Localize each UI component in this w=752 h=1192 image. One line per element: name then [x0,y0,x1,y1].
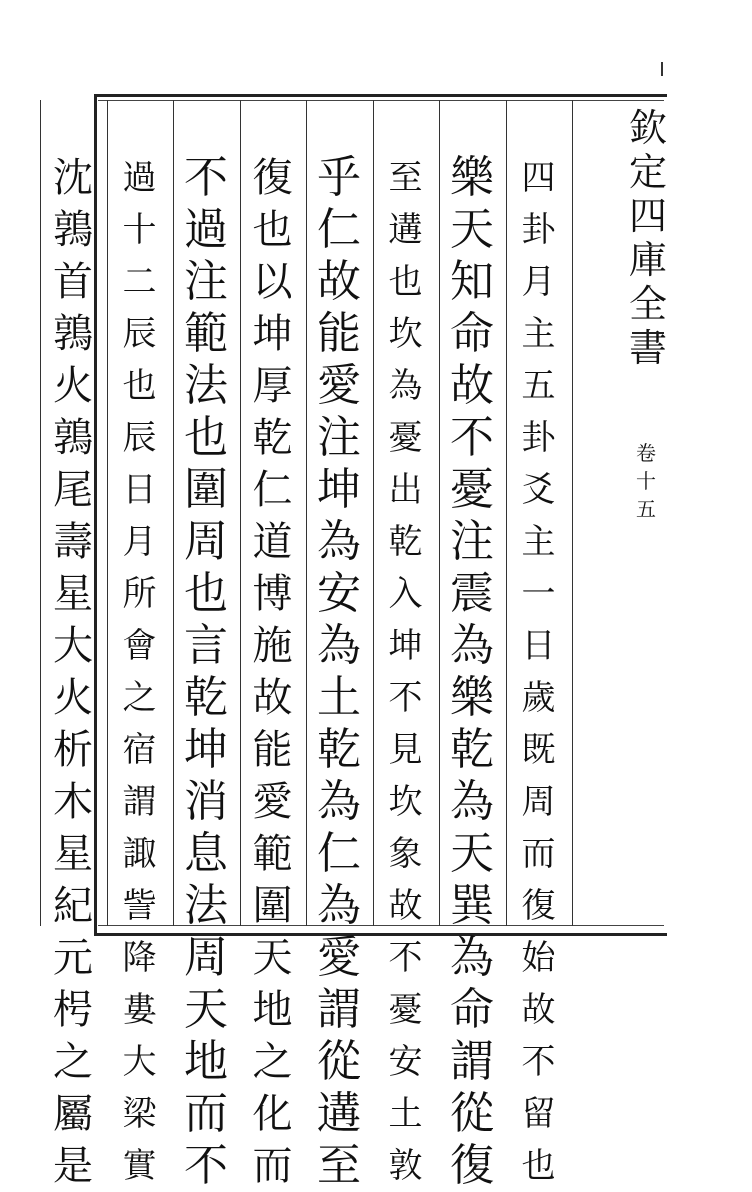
column-char: 坎 [388,782,423,822]
column-char: 從 [450,1088,494,1139]
column-char: 象 [388,834,423,874]
column-char: 為 [317,516,361,567]
column-char: 不 [388,678,423,718]
text-column [112,152,168,1186]
column-char: 仁 [252,467,293,513]
column-char: 命 [450,984,494,1035]
column-char: 復 [252,155,293,201]
column-char: 能 [252,727,293,773]
column-char: 坎 [388,314,423,354]
column-char: 而 [252,1143,293,1189]
column-char: 憂 [388,990,423,1030]
column-char: 不 [388,938,423,978]
column-char: 坤 [252,311,293,357]
column-char: 過 [184,204,228,255]
column-char: 沈 [53,155,93,201]
column-char: 憂 [388,418,423,458]
column-char: 為 [450,620,494,671]
column-char: 從 [317,1036,361,1087]
column-char: 化 [252,1091,293,1137]
column-char: 息 [184,828,228,879]
column-char: 主 [521,314,556,354]
column-char: 為 [317,776,361,827]
column-char: 天 [450,828,494,879]
column-divider [240,100,241,926]
column-char: 能 [317,308,361,359]
text-column [311,152,367,1191]
margin-volume-char: 卷 [636,441,656,465]
column-char: 木 [53,779,93,825]
column-char: 天 [450,204,494,255]
column-char: 而 [184,1088,228,1139]
column-divider [173,100,174,926]
column-char: 土 [317,672,361,723]
column-char: 故 [521,990,556,1030]
margin-title-char: 定 [628,150,667,194]
text-column [178,152,234,1191]
margin-title-char: 庫 [628,238,667,282]
column-char: 星 [53,571,93,617]
column-char: 二 [122,262,157,302]
column-char: 之 [53,1039,93,1085]
margin-volume-label [630,440,662,530]
text-column [444,152,500,1191]
column-char: 乾 [450,724,494,775]
column-char: 過 [122,158,157,198]
column-char: 也 [388,262,423,302]
column-char: 也 [252,207,293,253]
column-char: 辰 [122,314,157,354]
column-char: 始 [521,938,556,978]
column-char: 為 [450,776,494,827]
column-char: 入 [388,574,423,614]
column-char: 乾 [184,672,228,723]
column-divider [306,100,307,926]
column-char: 故 [388,886,423,926]
column-char: 火 [53,363,93,409]
column-char: 星 [53,831,93,877]
frame-top-rule [98,100,664,101]
column-char: 施 [252,623,293,669]
column-char: 降 [122,938,157,978]
column-char: 也 [184,568,228,619]
column-char: 知 [450,256,494,307]
column-char: 爻 [521,470,556,510]
column-char: 故 [317,256,361,307]
column-char: 鶉 [53,415,93,461]
column-char: 周 [184,932,228,983]
column-char: 消 [184,776,228,827]
column-char: 故 [252,675,293,721]
column-char: 地 [252,987,293,1033]
column-char: 謂 [317,984,361,1035]
column-char: 樂 [450,152,494,203]
column-char: 至 [388,158,423,198]
column-char: 之 [252,1039,293,1085]
column-char: 坤 [317,464,361,515]
page-edge-mark [661,62,663,76]
column-char: 愛 [317,360,361,411]
column-divider [439,100,440,926]
column-char: 復 [521,886,556,926]
column-char: 不 [184,152,228,203]
column-char: 日 [521,626,556,666]
column-char: 為 [317,880,361,931]
column-char: 日 [122,470,157,510]
margin-volume-char: 十 [636,469,656,493]
column-char: 故 [450,360,494,411]
margin-title-char: 欽 [628,106,667,150]
column-char: 乾 [252,415,293,461]
column-char: 十 [122,210,157,250]
column-char: 而 [521,834,556,874]
column-char: 不 [450,412,494,463]
column-char: 周 [184,516,228,567]
column-char: 見 [388,730,423,770]
column-char: 震 [450,568,494,619]
column-char: 大 [122,1042,157,1082]
column-char: 乾 [388,522,423,562]
column-char: 出 [388,470,423,510]
column-char: 天 [252,935,293,981]
column-char: 敦 [388,1146,423,1186]
column-char: 宿 [122,730,157,770]
column-char: 圍 [252,883,293,929]
column-char: 梁 [122,1094,157,1134]
column-char: 枵 [53,987,93,1033]
margin-book-title [628,106,668,370]
column-char: 仁 [317,204,361,255]
column-char: 為 [450,932,494,983]
column-char: 道 [252,519,293,565]
column-char: 諏 [122,834,157,874]
column-char: 月 [122,522,157,562]
column-char: 謂 [450,1036,494,1087]
column-char: 命 [450,308,494,359]
column-char: 壽 [53,519,93,565]
column-char: 析 [53,727,93,773]
column-char: 婁 [122,990,157,1030]
column-char: 辰 [122,418,157,458]
column-divider [506,100,507,926]
column-char: 大 [53,623,93,669]
column-char: 月 [521,262,556,302]
column-char: 乎 [317,152,361,203]
column-char: 留 [521,1094,556,1134]
column-char: 仁 [317,828,361,879]
column-char: 主 [521,522,556,562]
column-char: 法 [184,880,228,931]
column-char: 火 [53,675,93,721]
column-char: 乾 [317,724,361,775]
column-char: 五 [521,366,556,406]
column-char: 安 [317,568,361,619]
column-char: 天 [184,984,228,1035]
column-char: 以 [252,259,293,305]
column-char: 首 [53,259,93,305]
column-char: 訾 [122,886,157,926]
text-column [45,152,101,1189]
column-char: 元 [53,935,93,981]
column-char: 一 [521,574,556,614]
column-char: 樂 [450,672,494,723]
column-char: 會 [122,626,157,666]
column-char: 也 [122,366,157,406]
column-char: 範 [252,831,293,877]
text-column [378,152,434,1186]
column-char: 為 [388,366,423,406]
column-char: 巽 [450,880,494,931]
margin-title-char: 全 [628,282,667,326]
column-char: 安 [388,1042,423,1082]
column-char: 謂 [122,782,157,822]
fishtail-mark [632,332,664,362]
column-char: 至 [317,1140,361,1191]
column-char: 四 [521,158,556,198]
column-char: 復 [450,1140,494,1191]
column-char: 地 [184,1036,228,1087]
text-column [511,152,567,1186]
column-char: 既 [521,730,556,770]
column-char: 鶉 [53,207,93,253]
column-divider [373,100,374,926]
column-char: 注 [450,516,494,567]
column-char: 為 [317,620,361,671]
column-char: 不 [184,1140,228,1191]
column-char: 遘 [317,1088,361,1139]
column-char: 周 [521,782,556,822]
column-char: 憂 [450,464,494,515]
column-char: 厚 [252,363,293,409]
column-char: 是 [53,1143,93,1189]
column-char: 歲 [521,678,556,718]
margin-volume-char: 五 [636,497,656,521]
column-char: 之 [122,678,157,718]
column-char: 愛 [252,779,293,825]
column-char: 愛 [317,932,361,983]
column-char: 法 [184,360,228,411]
column-char: 博 [252,571,293,617]
column-char: 圍 [184,464,228,515]
column-char: 遘 [388,210,423,250]
column-char: 屬 [53,1091,93,1137]
column-divider [107,100,108,926]
column-char: 尾 [53,467,93,513]
column-char: 言 [184,620,228,671]
column-char: 坤 [388,626,423,666]
column-char: 坤 [184,724,228,775]
column-char: 實 [122,1146,157,1186]
column-char: 注 [184,256,228,307]
column-char: 所 [122,574,157,614]
margin-title-char: 書 [628,326,667,370]
column-char: 不 [521,1042,556,1082]
column-char: 範 [184,308,228,359]
column-char: 也 [184,412,228,463]
column-char: 土 [388,1094,423,1134]
column-divider [572,100,573,926]
column-char: 鶉 [53,311,93,357]
column-char: 也 [521,1146,556,1186]
column-char: 注 [317,412,361,463]
column-char: 卦 [521,418,556,458]
margin-title-char: 四 [628,194,667,238]
column-char: 卦 [521,210,556,250]
column-char: 紀 [53,883,93,929]
text-column [245,152,301,1189]
column-divider [40,100,41,926]
